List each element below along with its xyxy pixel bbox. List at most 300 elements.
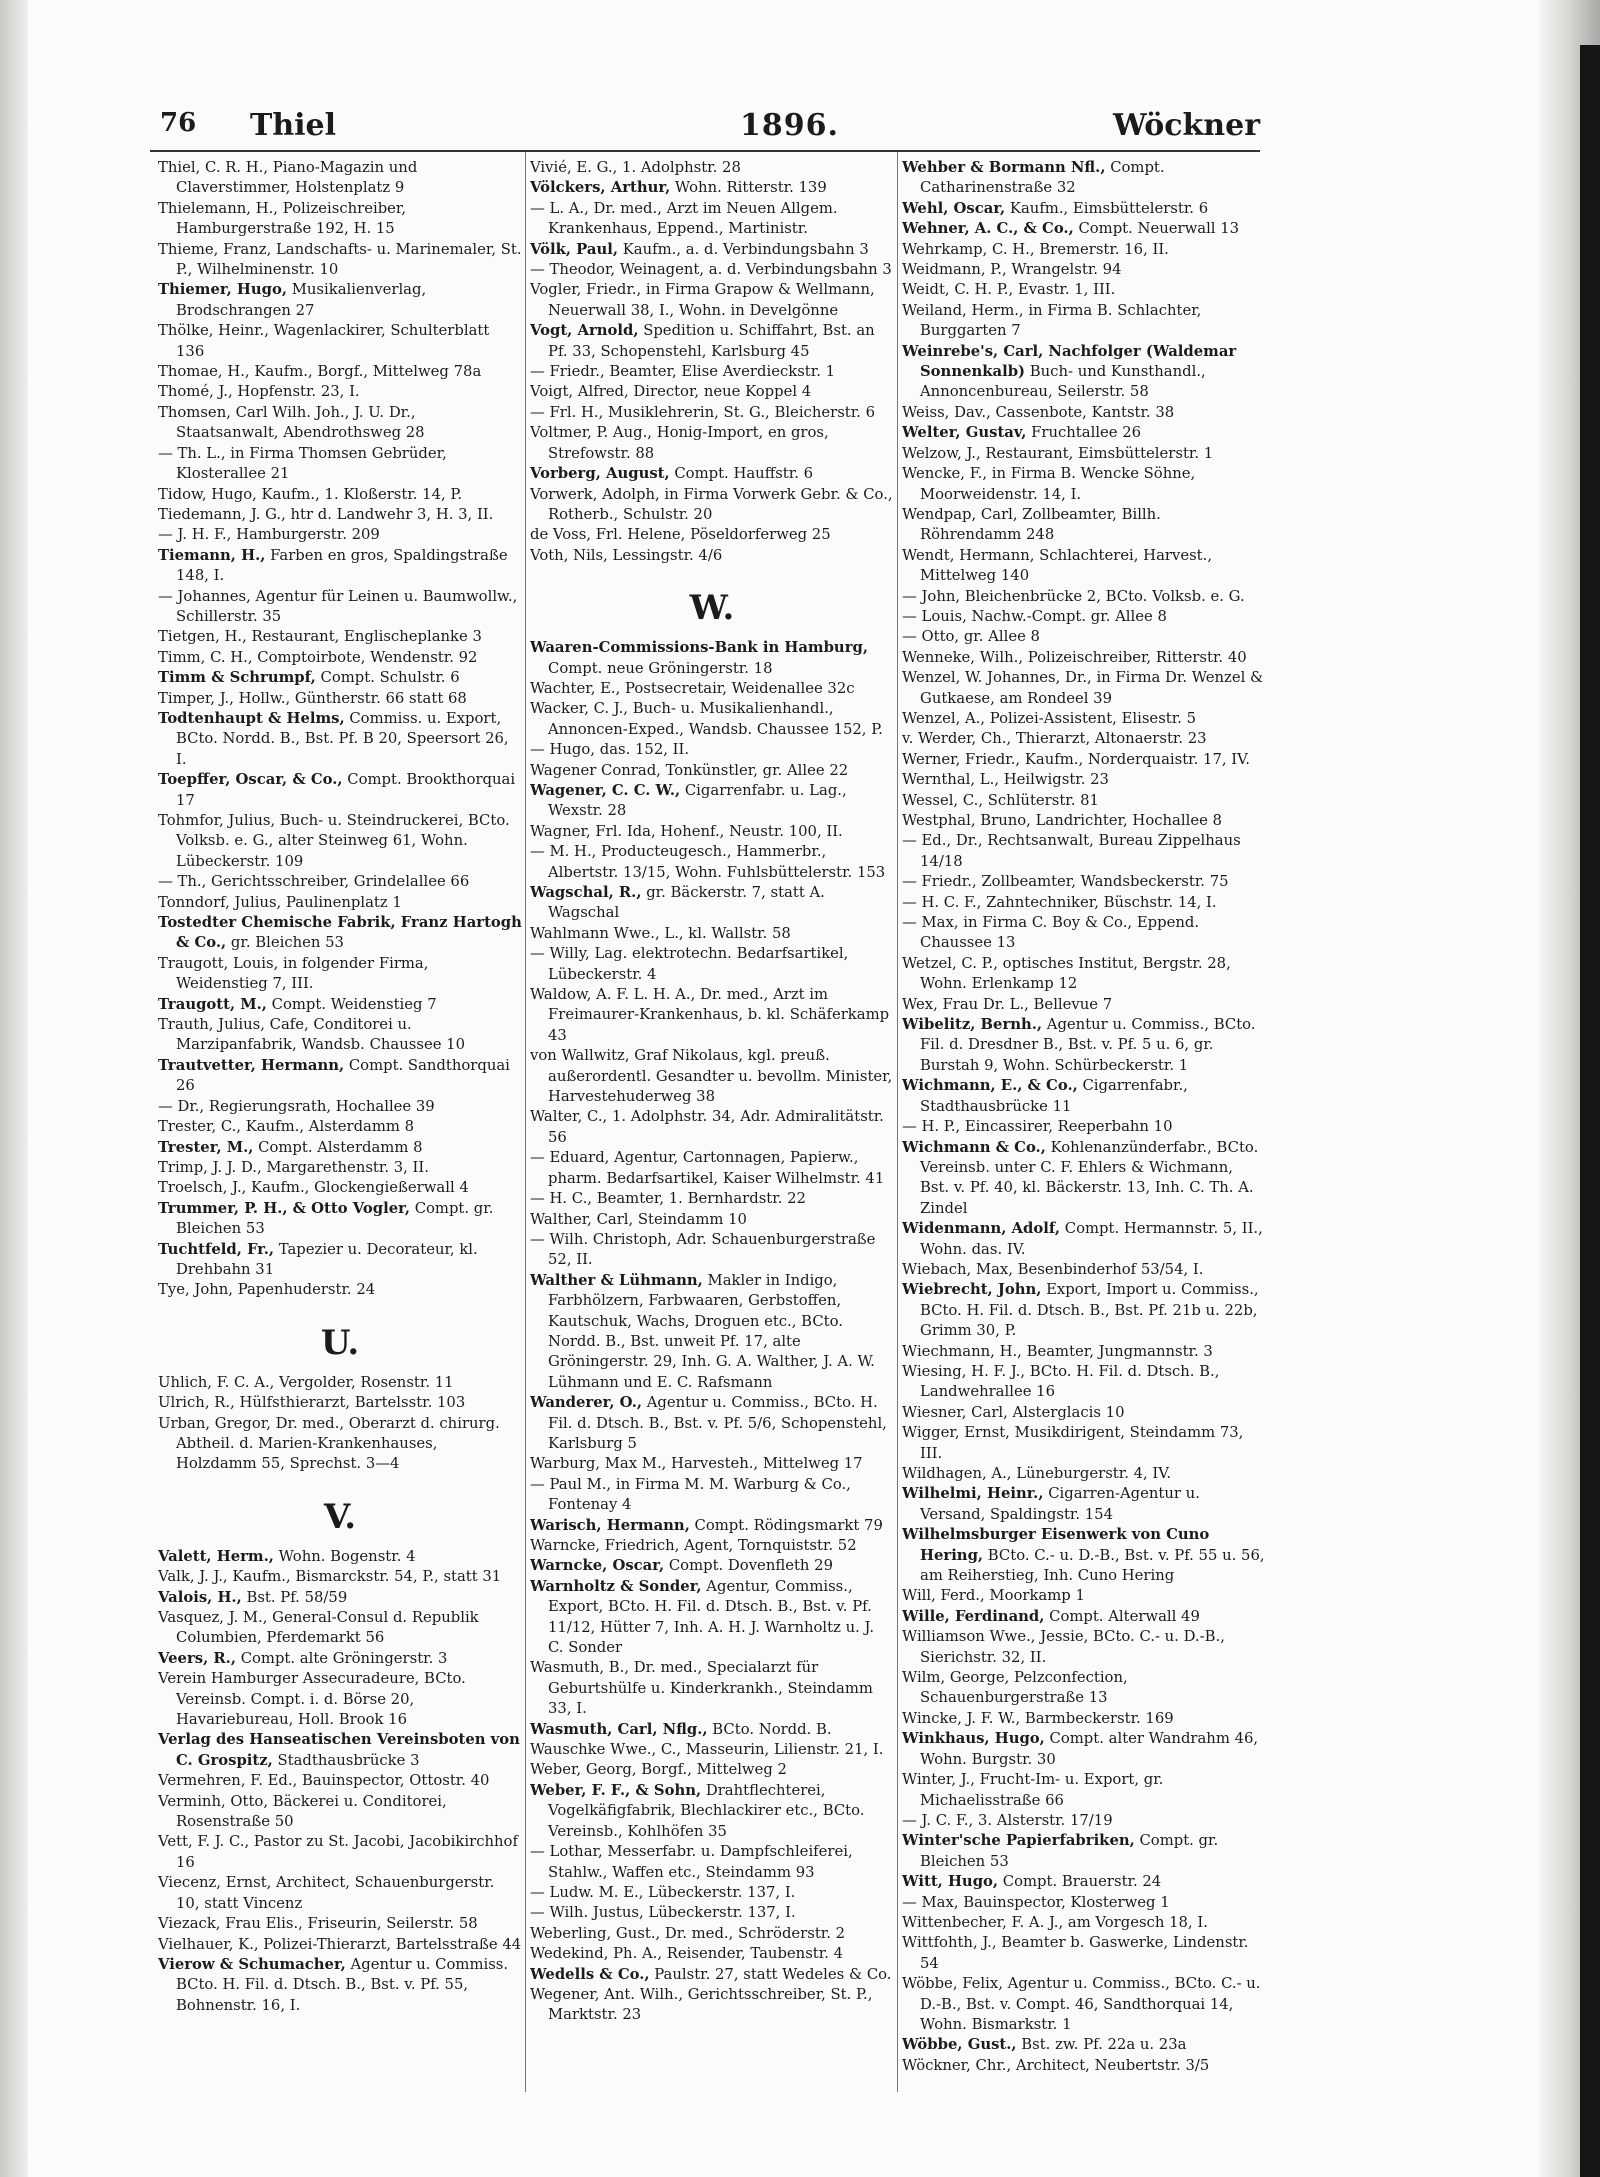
directory-entry [530,1985,894,2026]
entry-text: gr. Bleichen 53 [226,934,344,952]
directory-entry [158,627,522,647]
entry-text: Wetzel, C. P., optisches Institut, Bergstr. 28, Wohn. Erlenkamp 12 [902,954,1231,993]
directory-entry [902,1342,1266,1362]
entry-text: Wessel, C., Schlüterstr. 81 [902,791,1099,809]
entry-name-bold: Wagener, C. C. W., [530,781,681,799]
entry-text: — Max, in Firma C. Boy & Co., Eppend. Chaussee 13 [902,914,1200,952]
entry-name-bold: Warisch, Hermann, [530,1516,690,1534]
directory-entry [158,1178,522,1198]
directory-entry [158,709,522,770]
entry-text: — Dr., Regierungsrath, Hochallee 39 [158,1097,435,1115]
directory-entry [902,1076,1266,1117]
entry-text: Thomsen, Carl Wilh. Joh., J. U. Dr., Staatsanwalt, Abendrothsweg 28 [158,403,425,442]
entry-text: Compt. Neuerwall 13 [1073,220,1240,238]
directory-entry [530,1210,894,1230]
entry-text: — H. P., Eincassirer, Reeperbahn 10 [902,1118,1173,1136]
directory-entry [158,587,522,628]
directory-entry [158,1393,522,1413]
entry-name-bold: Traugott, M., [158,995,267,1013]
entry-text: Troelsch, J., Kaufm., Glockengießerwall 4 [158,1179,469,1197]
directory-entry [530,464,894,484]
entry-name-bold: Witt, Hugo, [902,1873,999,1891]
entry-name-bold: Wöbbe, Gust., [902,2036,1017,2054]
directory-entry [902,2056,1266,2076]
directory-entry [158,689,522,709]
entry-text: Bst. zw. Pf. 22a u. 23a [1016,2036,1187,2054]
entry-name-bold: Völckers, Arthur, [530,179,671,197]
directory-entry [158,648,522,668]
directory-entry [158,403,522,444]
directory-entry [530,1903,894,1923]
entry-name-bold: Wagschal, R., [530,884,642,901]
directory-entry [902,770,1266,790]
directory-column-3 [902,158,1266,2093]
entry-name-bold: Verlag des Hanseatischen Vereinsboten von C. Grospitz, [158,1731,520,1769]
directory-entry [158,280,522,321]
directory-entry [530,1842,894,1883]
directory-entry [530,1230,894,1271]
entry-text: — Willy, Lag. elektrotechn. Bedarfsartikel, Lübeckerstr. 4 [530,945,849,983]
directory-entry [158,1158,522,1178]
directory-entry [530,842,894,883]
directory-entry [902,158,1266,199]
directory-entry [902,1913,1266,1933]
directory-entry [530,638,894,679]
directory-entry [902,1770,1266,1811]
directory-entry [530,699,894,740]
entry-text: Wincke, J. F. W., Barmbeckerstr. 169 [902,1709,1174,1727]
directory-entry [158,1547,522,1567]
directory-entry [902,627,1266,647]
directory-entry [530,1944,894,1964]
entry-name-bold: Wehl, Oscar, [902,199,1006,217]
entry-text: Thielemann, H., Polizeischreiber, Hamburgerstraße 192, H. 15 [158,199,407,238]
entry-text: Westphal, Bruno, Landrichter, Hochallee 8 [902,812,1222,829]
directory-entry [158,1199,522,1240]
entry-name-bold: Vogt, Arnold, [530,322,639,340]
entry-text: Will, Ferd., Moorkamp 1 [902,1587,1085,1605]
directory-entry [158,995,522,1015]
directory-entry [158,1649,522,1669]
directory-entry [530,1271,894,1393]
directory-entry [158,1832,522,1873]
entry-text: Wauschke Wwe., C., Masseurin, Lilienstr. 21, I. [530,1741,884,1759]
entry-text: Viecenz, Ernst, Architect, Schauenburgerstr. 10, statt Vincenz [158,1874,495,1912]
entry-text: Thomae, H., Kaufm., Borgf., Mittelweg 78a [158,363,482,381]
directory-entry [902,1403,1266,1423]
directory-entry [902,1872,1266,1892]
directory-entry [902,1525,1266,1586]
page-number: 76 [160,108,197,138]
entry-text: Agentur, Commiss., Export, BCto. H. Fil. d. Dtsch. B., Bst. v. Pf. 11/12, Hütter 7, Inh. A. H. J. Warnholtz u. J. C. Sonder [548,1577,875,1657]
entry-text: Voth, Nils, Lessingstr. 4/6 [530,546,723,564]
entry-name-bold: Waaren-Commissions-Bank in Hamburg, [530,639,868,657]
entry-name-bold: Wibelitz, Bernh., [902,1016,1043,1034]
entry-text: Bst. Pf. 58/59 [241,1588,348,1606]
entry-text: Compt. neue Gröningerstr. 18 [548,659,773,677]
page-left-edge-shadow [0,0,28,2177]
entry-name-bold: Thiemer, Hugo, [158,281,288,299]
entry-text: Verein Hamburger Assecuradeure, BCto. Vereinsb. Compt. i. d. Börse 20, Havariebureau, Holl. Brook 16 [158,1670,466,1729]
directory-entry [530,158,894,178]
directory-entry [902,709,1266,729]
directory-entry [530,1148,894,1189]
directory-entry [902,1280,1266,1341]
directory-entry [530,1393,894,1454]
directory-entry [902,1423,1266,1464]
entry-text: Cigarrenfabr. u. Lag., Wexstr. 28 [548,781,847,820]
entry-text: Compt. Brauerstr. 24 [998,1873,1162,1891]
entry-text: Voltmer, P. Aug., Honig-Import, en gros, Strefowstr. 88 [530,424,829,462]
entry-text: Walther, Carl, Steindamm 10 [530,1210,747,1228]
entry-name-bold: Vorberg, August, [530,465,670,483]
entry-text: Williamson Wwe., Jessie, BCto. C.- u. D.-B., Sierichstr. 32, II. [902,1628,1225,1666]
directory-column-2 [530,158,894,2093]
entry-text: Vermehren, F. Ed., Bauinspector, Ottostr. 40 [158,1772,490,1790]
directory-entry [158,1730,522,1771]
directory-entry [530,924,894,944]
entry-name-bold: Wichmann, E., & Co., [902,1077,1078,1095]
entry-text: Tonndorf, Julius, Paulinenplatz 1 [158,893,402,911]
entry-text: Wenneke, Wilh., Polizeischreiber, Ritterstr. 40 [902,648,1247,666]
directory-entry [530,280,894,321]
directory-entry [902,444,1266,464]
directory-entry [902,1484,1266,1525]
entry-text: Weidt, C. H. P., Evastr. 1, III. [902,281,1116,299]
directory-entry [530,403,894,423]
entry-name-bold: Winter'sche Papierfabriken, [902,1832,1135,1850]
entry-text: Wedekind, Ph. A., Reisender, Taubenstr. 4 [530,1945,844,1963]
directory-entry [530,1781,894,1842]
directory-entry [902,1811,1266,1831]
entry-name-bold: Tiemann, H., [158,546,266,564]
directory-entry [158,1097,522,1117]
entry-text: Compt. Schulstr. 6 [315,669,460,687]
entry-text: Winter, J., Frucht-Im- u. Export, gr. Michaelisstraße 66 [902,1771,1164,1809]
directory-entry [158,1138,522,1158]
entry-text: Wacker, C. J., Buch- u. Musikalienhandl., Annoncen-Exped., Wandsb. Chaussee 152, P. [530,700,883,738]
entry-text: Compt. Hauffstr. 6 [669,465,814,483]
directory-entry [158,546,522,587]
entry-text: — Otto, gr. Allee 8 [902,628,1040,646]
directory-entry [902,1219,1266,1260]
entry-name-bold: Toepffer, Oscar, & Co., [158,771,343,789]
entry-text: Weiss, Dav., Cassenbote, Kantstr. 38 [902,403,1175,421]
entry-text: — Frl. H., Musiklehrerin, St. G., Bleicherstr. 6 [530,403,876,421]
directory-entry [530,883,894,924]
entry-name-bold: Weber, F. F., & Sohn, [530,1781,702,1799]
directory-entry [902,1831,1266,1872]
entry-text: Vorwerk, Adolph, in Firma Vorwerk Gebr. & Co., Rotherb., Schulstr. 20 [530,485,893,523]
directory-entry [902,954,1266,995]
directory-entry [158,1873,522,1914]
entry-text: Cigarrenfabr., Stadthausbrücke 11 [920,1077,1188,1115]
directory-entry [902,1668,1266,1709]
directory-entry [902,260,1266,280]
entry-text: Wehrkamp, C. H., Bremerstr. 16, II. [902,240,1169,258]
directory-entry [530,1189,894,1209]
entry-text: — Th. L., in Firma Thomsen Gebrüder, Klosterallee 21 [158,444,447,483]
directory-entry [902,301,1266,342]
entry-text: Commiss. u. Export, BCto. Nordd. B., Bst. Pf. B 20, Speersort 26, I. [176,709,509,768]
directory-entry [530,985,894,1046]
directory-entry [530,781,894,822]
directory-entry [158,770,522,811]
directory-entry [530,1516,894,1536]
entry-text: Weidmann, P., Wrangelstr. 94 [902,261,1122,279]
directory-entry [902,505,1266,546]
entry-text: Export, Import u. Commiss., BCto. H. Fil. d. Dtsch. B., Bst. Pf. 21b u. 22b, Grimm 30, P. [920,1281,1259,1340]
directory-entry [530,761,894,781]
directory-entry [158,893,522,913]
entry-text: Wigger, Ernst, Musikdirigent, Steindamm 73, III. [902,1424,1244,1462]
entry-text: — Wilh. Christoph, Adr. Schauenburgerstraße 52, II. [530,1230,876,1269]
entry-text: Valk, J. J., Kaufm., Bismarckstr. 54, P., statt 31 [158,1568,502,1586]
directory-entry [158,1240,522,1281]
directory-entry [530,260,894,280]
entry-text: — J. C. F., 3. Alsterstr. 17/19 [902,1811,1113,1829]
directory-entry [158,382,522,402]
directory-entry [530,546,894,566]
entry-name-bold: Walther & Lühmann, [530,1271,703,1289]
entry-text: Tohmfor, Julius, Buch- u. Steindruckerei, BCto. Volksb. e. G., alter Steinweg 61, Wohn. Lübeckerstr. 109 [158,812,510,870]
directory-entry [902,607,1266,627]
entry-text: Compt. Weidenstieg 7 [266,995,437,1013]
directory-entry [902,729,1266,749]
scan-dark-border [1580,45,1600,2177]
entry-text: Spedition u. Schiffahrt, Bst. an Pf. 33, Schopenstehl, Karlsburg 45 [548,322,875,360]
entry-text: — Eduard, Agentur, Cartonnagen, Papierw., pharm. Bedarfsartikel, Kaiser Wilhelmstr. 41 [530,1149,885,1187]
directory-entry [158,1792,522,1833]
directory-entry [902,668,1266,709]
entry-text: Wiesing, H. F. J., BCto. H. Fil. d. Dtsch. B., Landwehrallee 16 [902,1362,1220,1401]
section-heading: W. [689,588,735,629]
entry-text: Compt. gr. Bleichen 53 [176,1199,494,1238]
directory-entry [158,362,522,382]
entry-name-bold: Vierow & Schumacher, [158,1955,346,1973]
directory-entry [902,1627,1266,1668]
entry-text: Trimp, J. J. D., Margarethenstr. 3, II. [158,1158,429,1176]
directory-entry [902,1607,1266,1627]
entry-text: Wagner, Frl. Ida, Hohenf., Neustr. 100, II. [530,822,843,840]
directory-entry [902,1464,1266,1484]
directory-entry [902,791,1266,811]
directory-entry [530,485,894,526]
entry-text: Wildhagen, A., Lüneburgerstr. 4, IV. [902,1465,1172,1482]
directory-entry [530,1720,894,1740]
entry-text: Compt. Catharinenstraße 32 [920,159,1165,197]
entry-text: Wiechmann, H., Beamter, Jungmannstr. 3 [902,1342,1213,1360]
entry-text: — Ludw. M. E., Lübeckerstr. 137, I. [530,1883,796,1901]
entry-text: Wagener Conrad, Tonkünstler, gr. Allee 22 [530,761,849,779]
entry-name-bold: Wilhelmsburger Eisenwerk von Cuno Hering, [902,1526,1210,1564]
entry-text: Wenzel, A., Polizei-Assistent, Elisestr. 5 [902,709,1197,727]
entry-name-bold: Tostedter Chemische Fabrik, Franz Hartogh & Co., [158,914,522,952]
directory-entry [158,1588,522,1608]
entry-text: Tidow, Hugo, Kaufm., 1. Kloßerstr. 14, P. [158,485,463,503]
entry-text: Werner, Friedr., Kaufm., Norderquaistr. 17, IV. [902,750,1250,768]
entry-name-bold: Winkhaus, Hugo, [902,1730,1045,1748]
directory-entry [158,444,522,485]
directory-entry [158,872,522,892]
directory-entry [902,1138,1266,1220]
entry-text: — Johannes, Agentur für Leinen u. Baumwollw., Schillerstr. 35 [158,587,518,625]
entry-name-bold: Warnholtz & Sonder, [530,1577,702,1595]
directory-entry [158,240,522,281]
entry-text: Drahtflechterei, Vogelkäfigfabrik, Blechlackirer etc., BCto. Vereinsb., Kohlhöfen 35 [548,1781,865,1840]
directory-entry [902,240,1266,260]
directory-entry [530,1475,894,1516]
directory-entry [902,831,1266,872]
entry-text: Kohlenanzünderfabr., BCto. Vereinsb. unter C. F. Ehlers & Wichmann, Bst. v. Pf. 40, kl. Bäckerstr. 13, Inh. C. Th. A. Zindel [920,1138,1259,1217]
directory-entry [158,1771,522,1791]
entry-text: Agentur u. Commiss., BCto. H. Fil. d. Dtsch. B., Bst. v. Pf. 5/6, Schopenstehl, Karlsburg 5 [548,1394,887,1452]
directory-entry [902,1974,1266,2035]
entry-text: Wegener, Ant. Wilh., Gerichtsschreiber, St. P., Marktstr. 23 [530,1985,873,2024]
page-header [150,108,1260,148]
entry-text: Timper, J., Hollw., Güntherstr. 66 statt 68 [158,689,467,707]
directory-entry [902,913,1266,954]
entry-text: Wachter, E., Postsecretair, Weidenallee 32c [530,679,855,697]
entry-text: Compt. Alterwall 49 [1044,1607,1200,1625]
directory-entry [902,995,1266,1015]
directory-entry [530,1760,894,1780]
directory-entry [158,1414,522,1475]
directory-entry [902,342,1266,403]
column-divider-2 [897,152,898,2092]
entry-name-bold: Wanderer, O., [530,1394,642,1412]
entry-text: Wittenbecher, F. A. J., am Vorgesch 18, I. [902,1913,1208,1931]
directory-entry [158,1669,522,1730]
entry-text: Thieme, Franz, Landschafts- u. Marinemaler, St. P., Wilhelminenstr. 10 [158,240,522,279]
directory-entry [158,1567,522,1587]
directory-entry [158,1608,522,1649]
directory-entry [158,525,522,545]
entry-text: Wahlmann Wwe., L., kl. Wallstr. 58 [530,924,791,942]
entry-text: Walter, C., 1. Adolphstr. 34, Adr. Admiralitätstr. 56 [530,1108,884,1146]
directory-entry [530,525,894,545]
entry-text: Compt. Sandthorquai 26 [176,1056,510,1095]
entry-text: Compt. alter Wandrahm 46, Wohn. Burgstr. 30 [920,1730,1259,1768]
entry-text: Wiebach, Max, Besenbinderhof 53/54, I. [902,1260,1204,1278]
directory-entry [530,822,894,842]
entry-text: Compt. Alsterdamm 8 [253,1138,423,1156]
entry-text: Viezack, Frau Elis., Friseurin, Seilerstr. 58 [158,1915,478,1933]
entry-text: Trester, C., Kaufm., Alsterdamm 8 [158,1118,415,1136]
entry-text: Trauth, Julius, Cafe, Conditorei u. Marzipanfabrik, Wandsb. Chaussee 10 [158,1016,466,1054]
directory-entry [530,321,894,362]
directory-entry [902,546,1266,587]
entry-text: Verminh, Otto, Bäckerei u. Conditorei, Rosenstraße 50 [158,1792,447,1831]
directory-entry [158,158,522,199]
directory-entry [530,199,894,240]
entry-text: Kaufm., a. d. Verbindungsbahn 3 [618,240,869,258]
entry-text: — Max, Bauinspector, Klosterweg 1 [902,1893,1170,1911]
entry-name-bold: Trummer, P. H., & Otto Vogler, [158,1199,410,1217]
directory-entry [158,321,522,362]
entry-text: Wöbbe, Felix, Agentur u. Commiss., BCto. C.- u. D.-B., Bst. v. Compt. 46, Sandthorquai 14, Wohn. Bismarkstr. 1 [902,1975,1261,2033]
directory-entry [902,199,1266,219]
entry-name-bold: Timm & Schrumpf, [158,669,316,687]
entry-text: — Ed., Dr., Rechtsanwalt, Bureau Zippelhaus 14/18 [902,832,1241,870]
directory-entry [530,1046,894,1107]
entry-text: Stadthausbrücke 3 [272,1751,420,1769]
entry-text: Weber, Georg, Borgf., Mittelweg 2 [530,1761,787,1779]
entry-name-bold: Wasmuth, Carl, Nflg., [530,1720,708,1738]
entry-text: Musikalienverlag, Brodschrangen 27 [176,281,427,319]
entry-text: Wöckner, Chr., Architect, Neubertstr. 3/5 [902,2056,1210,2074]
entry-text: Wendpap, Carl, Zollbeamter, Billh. Röhrendamm 248 [902,505,1161,544]
entry-name-bold: Wedells & Co., [530,1965,650,1983]
entry-name-bold: Todtenhaupt & Helms, [158,709,345,727]
entry-text: Thomé, J., Hopfenstr. 23, I. [158,383,360,401]
directory-entry [158,1914,522,1934]
directory-entry [902,2035,1266,2055]
entry-text: Compt. gr. Bleichen 53 [920,1832,1219,1870]
directory-entry [530,423,894,464]
entry-name-bold: Veers, R., [158,1649,236,1667]
entry-text: Timm, C. H., Comptoirbote, Wendenstr. 92 [158,648,478,666]
entry-text: — John, Bleichenbrücke 2, BCto. Volksb. e. G. [902,587,1245,605]
entry-text: Wasmuth, B., Dr. med., Specialarzt für Geburtshülfe u. Kinderkrankh., Steindamm 33, I. [530,1659,873,1718]
entry-text: Weberling, Gust., Dr. med., Schröderstr. 2 [530,1924,846,1942]
entry-text: — Paul M., in Firma M. M. Warburg & Co., Fontenay 4 [530,1475,851,1514]
directory-entry [530,240,894,260]
entry-name-bold: Wehber & Bormann Nfl., [902,159,1106,176]
directory-entry [530,1107,894,1148]
directory-entry [902,1260,1266,1280]
directory-entry [902,1015,1266,1076]
entry-text: — Louis, Nachw.-Compt. gr. Allee 8 [902,607,1167,625]
entry-text: Wex, Frau Dr. L., Bellevue 7 [902,995,1113,1013]
entry-text: Thölke, Heinr., Wagenlackirer, Schulterblatt 136 [158,322,490,360]
entry-text: Urban, Gregor, Dr. med., Oberarzt d. chirurg. Abtheil. d. Marien-Krankenhauses, Holzdamm 55, Sprechst. 3—4 [158,1414,500,1473]
entry-text: BCto. Nordd. B. [707,1720,832,1738]
directory-entry [158,913,522,954]
entry-name-bold: Wilhelmi, Heinr., [902,1485,1044,1503]
directory-entry [158,668,522,688]
directory-entry [902,1893,1266,1913]
entry-text: Vivié, E. G., 1. Adolphstr. 28 [530,159,741,176]
entry-text: de Voss, Frl. Helene, Pöseldorferweg 25 [530,526,831,544]
entry-text: Compt. Hermannstr. 5, II., Wohn. das. IV. [920,1220,1263,1258]
directory-entry [158,505,522,525]
entry-text: v. Werder, Ch., Thierarzt, Altonaerstr. 23 [902,730,1207,748]
entry-text: — L. A., Dr. med., Arzt im Neuen Allgem. Krankenhaus, Eppend., Martinistr. [530,199,838,238]
entry-name-bold: Wille, Ferdinand, [902,1607,1045,1625]
entry-text: Compt. alte Gröningerstr. 3 [235,1649,448,1667]
directory-entry [902,872,1266,892]
entry-name-bold: Trautvetter, Hermann, [158,1056,345,1074]
entry-text: Welzow, J., Restaurant, Eimsbüttelerstr. 1 [902,444,1214,462]
directory-entry [902,423,1266,443]
directory-entry [530,1658,894,1719]
directory-entry [530,740,894,760]
directory-entry [902,1586,1266,1606]
entry-text: Warburg, Max M., Harvesteh., Mittelweg 17 [530,1455,863,1473]
entry-text: Vielhauer, K., Polizei-Thierarzt, Bartelsstraße 44 [158,1935,522,1953]
directory-entry [902,1117,1266,1137]
entry-text: Agentur u. Commiss., BCto. Fil. d. Dresdner B., Bst. v. Pf. 5 u. 6, gr. Burstah 9, Wohn. Schürbeckerstr. 1 [920,1016,1256,1074]
directory-entry [530,679,894,699]
entry-text: BCto. C.- u. D.-B., Bst. v. Pf. 55 u. 56, am Reiherstieg, Inh. Cuno Hering [920,1546,1265,1585]
directory-entry [158,811,522,872]
directory-entry [158,1955,522,2016]
entry-name-bold: Wiebrecht, John, [902,1281,1042,1299]
directory-entry [530,362,894,382]
entry-text: — Wilh. Justus, Lübeckerstr. 137, I. [530,1904,796,1922]
entry-text: Tietgen, H., Restaurant, Englischeplanke 3 [158,628,482,646]
